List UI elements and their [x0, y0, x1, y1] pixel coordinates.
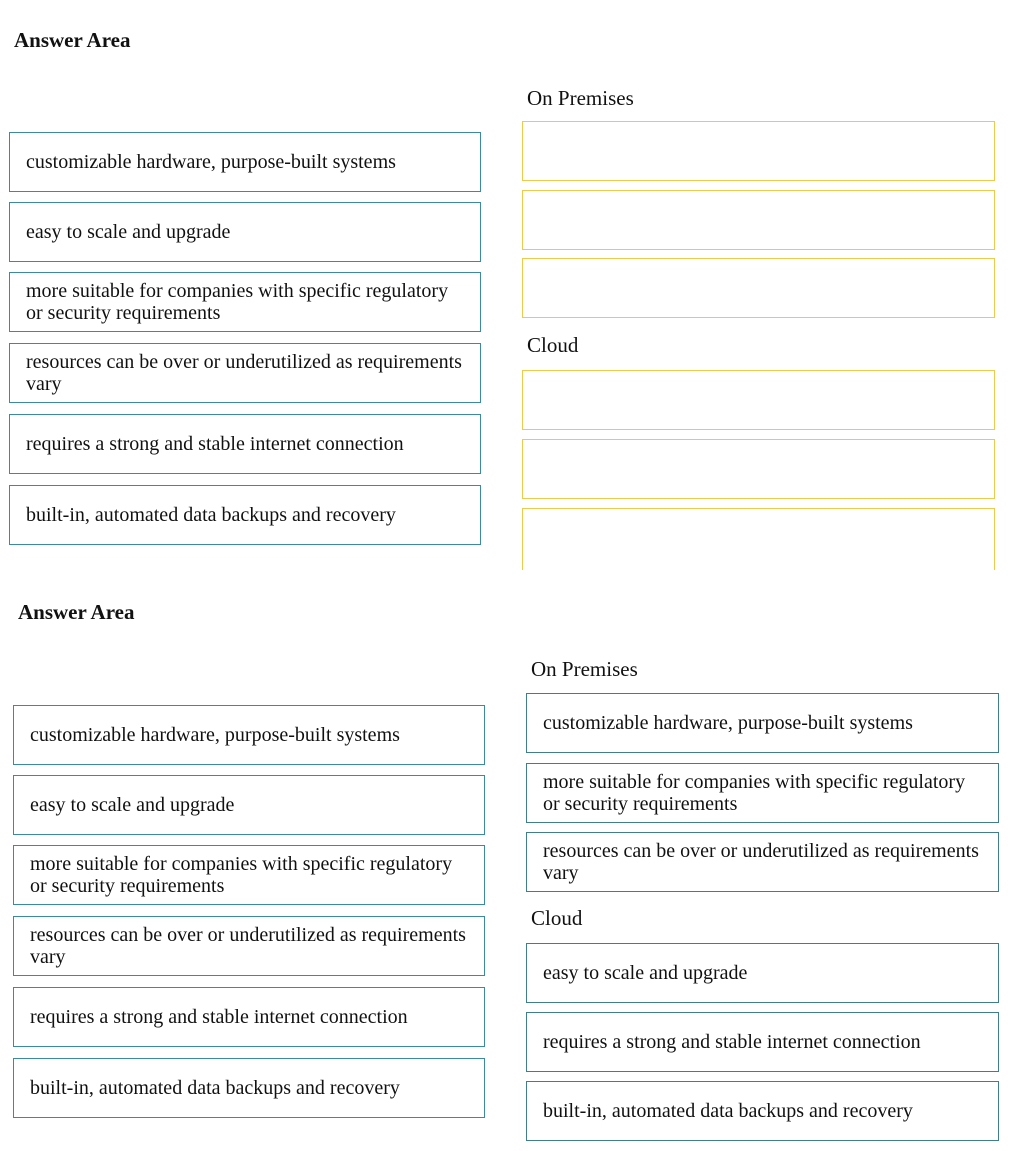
on-premises-drop-slot[interactable] — [522, 258, 995, 318]
source-item[interactable] — [9, 132, 481, 192]
answer-label: resources can be over or underutilized as requirements vary — [543, 840, 979, 884]
answer-label: more suitable for companies with specific regulatory or security requirements — [543, 771, 966, 815]
source-item[interactable] — [13, 845, 485, 905]
source-item[interactable] — [9, 202, 481, 262]
cloud-answer[interactable] — [526, 1081, 999, 1141]
on-premises-label: On Premises — [531, 657, 638, 681]
answer-label: easy to scale and upgrade — [543, 962, 748, 984]
source-item[interactable] — [13, 916, 485, 976]
source-item-label: resources can be over or underutilized as requirements vary — [26, 351, 462, 395]
on-premises-drop-slot[interactable] — [522, 121, 995, 181]
answer-area-heading: Answer Area — [18, 600, 135, 624]
cloud-drop-slot[interactable] — [522, 370, 995, 430]
source-item[interactable] — [13, 705, 485, 765]
source-item-label: built-in, automated data backups and recovery — [30, 1077, 400, 1099]
cloud-answer[interactable] — [526, 943, 999, 1003]
source-item-label: easy to scale and upgrade — [30, 794, 235, 816]
source-item-label: built-in, automated data backups and recovery — [26, 504, 396, 526]
source-item[interactable] — [9, 272, 481, 332]
source-item[interactable] — [13, 775, 485, 835]
on-premises-answer[interactable] — [526, 763, 999, 823]
source-item[interactable] — [13, 987, 485, 1047]
cloud-drop-slot[interactable] — [522, 439, 995, 499]
on-premises-label: On Premises — [527, 86, 634, 110]
cloud-answer[interactable] — [526, 1012, 999, 1072]
answer-label: requires a strong and stable internet connection — [543, 1031, 921, 1053]
cloud-drop-slot[interactable] — [522, 508, 995, 570]
on-premises-answer[interactable] — [526, 832, 999, 892]
source-item-label: resources can be over or underutilized as requirements vary — [30, 924, 466, 968]
source-item-label: customizable hardware, purpose-built systems — [30, 724, 400, 746]
answer-label: customizable hardware, purpose-built systems — [543, 712, 913, 734]
source-item-label: more suitable for companies with specific regulatory or security requirements — [30, 853, 453, 897]
answer-area-heading: Answer Area — [14, 28, 131, 52]
cloud-label: Cloud — [527, 333, 579, 357]
source-item[interactable] — [13, 1058, 485, 1118]
source-item[interactable] — [9, 343, 481, 403]
source-item[interactable] — [9, 414, 481, 474]
source-item-label: easy to scale and upgrade — [26, 221, 231, 243]
source-item-label: customizable hardware, purpose-built systems — [26, 151, 396, 173]
source-item-label: more suitable for companies with specific regulatory or security requirements — [26, 280, 449, 324]
source-item-label: requires a strong and stable internet connection — [26, 433, 404, 455]
on-premises-answer[interactable] — [526, 693, 999, 753]
answer-label: built-in, automated data backups and recovery — [543, 1100, 913, 1122]
source-item-label: requires a strong and stable internet connection — [30, 1006, 408, 1028]
on-premises-drop-slot[interactable] — [522, 190, 995, 250]
cloud-label: Cloud — [531, 906, 583, 930]
source-item[interactable] — [9, 485, 481, 545]
